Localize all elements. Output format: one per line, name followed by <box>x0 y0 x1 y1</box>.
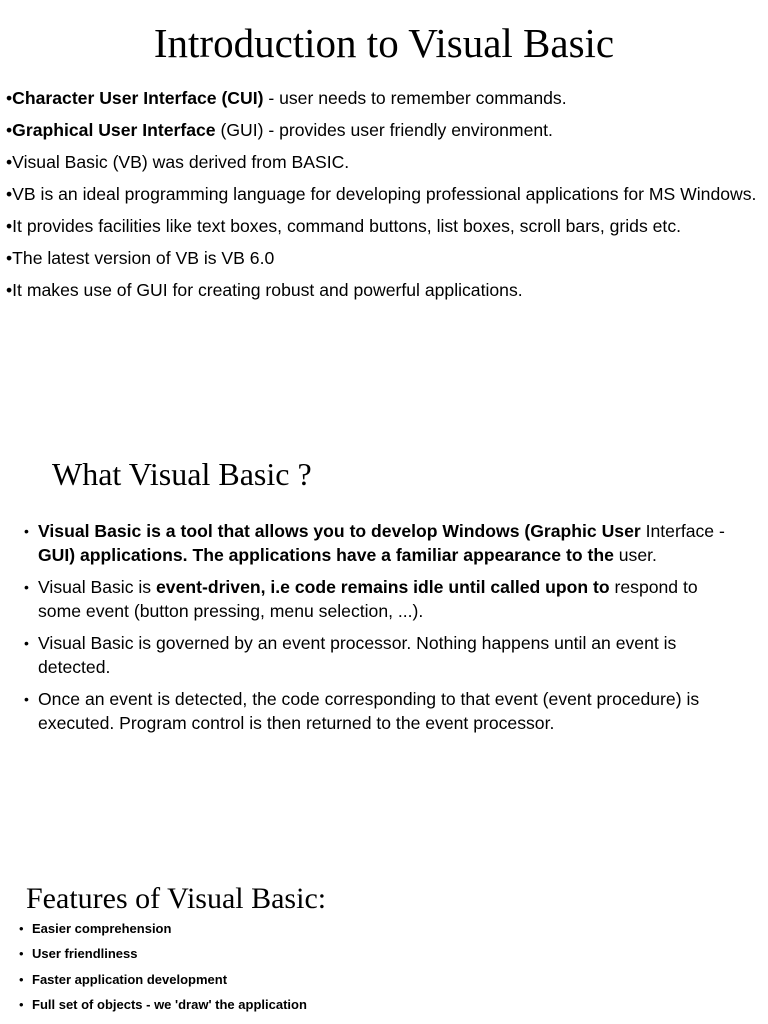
list-item <box>19 920 732 938</box>
list-item <box>24 688 743 735</box>
bullet: • <box>19 921 24 936</box>
bullet: • <box>24 523 29 539</box>
list-item <box>19 971 732 989</box>
list-item <box>6 86 762 110</box>
list-item-text: It provides facilities like text boxes, command buttons, list boxes, scroll bars, grids etc. <box>12 216 682 236</box>
list-item-text: (GUI) - provides user friendly environment. <box>215 120 553 140</box>
list-item <box>24 576 743 623</box>
list-item <box>6 182 762 206</box>
bullet: • <box>6 280 13 300</box>
list-item-bold: Character User Interface (CUI) <box>12 88 264 108</box>
list-item-text: It makes use of GUI for creating robust and powerful applications. <box>12 280 523 300</box>
features-list <box>19 920 732 1021</box>
features-title: Features of Visual Basic: <box>26 882 327 915</box>
bullet: • <box>6 120 13 140</box>
list-item-text: Once an event is detected, the code corresponding to that event (event procedure) is executed. Program control is then returned to the event processor. <box>38 689 700 733</box>
bullet: • <box>24 635 29 651</box>
bullet: • <box>24 691 29 707</box>
list-item-text: VB is an ideal programming language for developing professional applications for MS Windows. <box>12 184 757 204</box>
bullet: • <box>19 971 24 987</box>
list-item <box>6 118 762 142</box>
list-item-text: Faster application development <box>32 971 228 987</box>
list-item-text: - user needs to remember commands. <box>263 88 567 108</box>
list-item <box>6 246 762 270</box>
list-item-text: respond to some event (button pressing, menu selection, ...). <box>38 577 698 621</box>
list-item <box>19 945 732 963</box>
what-vb-list <box>24 520 743 744</box>
what-vb-title: What Visual Basic ? <box>52 456 312 492</box>
bullet: • <box>6 152 13 172</box>
list-item-bold: Visual Basic is a tool that allows you to develop Windows (Graphic User <box>38 521 641 541</box>
list-item <box>24 632 743 679</box>
list-item-text: Full set of objects - we 'draw' the application <box>32 996 307 1012</box>
intro-list <box>6 86 762 310</box>
bullet: • <box>6 216 13 236</box>
list-item-text: The latest version of VB is VB 6.0 <box>12 248 275 268</box>
bullet: • <box>6 88 13 108</box>
bullet: • <box>19 996 24 1012</box>
list-item-text: Visual Basic is <box>38 577 156 597</box>
list-item <box>6 150 762 174</box>
bullet: • <box>24 579 29 595</box>
list-item-bold: event-driven, i.e code remains idle until called upon to <box>156 577 610 597</box>
list-item <box>19 996 732 1014</box>
intro-title: Introduction to Visual Basic <box>153 20 615 66</box>
list-item-text: Easier comprehension <box>32 921 172 936</box>
bullet: • <box>19 946 24 962</box>
bullet: • <box>6 184 13 204</box>
list-item-text: Visual Basic is governed by an event processor. Nothing happens until an event is detected. <box>38 633 677 677</box>
list-item-text: User friendliness <box>32 946 138 962</box>
list-item <box>6 214 762 238</box>
list-item <box>6 278 762 302</box>
list-item-bold: GUI) applications. The applications have a familiar appearance to the <box>38 544 614 565</box>
list-item-text: user. <box>613 544 657 565</box>
bullet: • <box>6 248 13 268</box>
list-item-bold: Graphical User Interface <box>12 120 216 140</box>
list-item-text: Interface - <box>640 521 725 541</box>
list-item <box>24 520 743 567</box>
list-item-text: Visual Basic (VB) was derived from BASIC. <box>12 152 350 172</box>
